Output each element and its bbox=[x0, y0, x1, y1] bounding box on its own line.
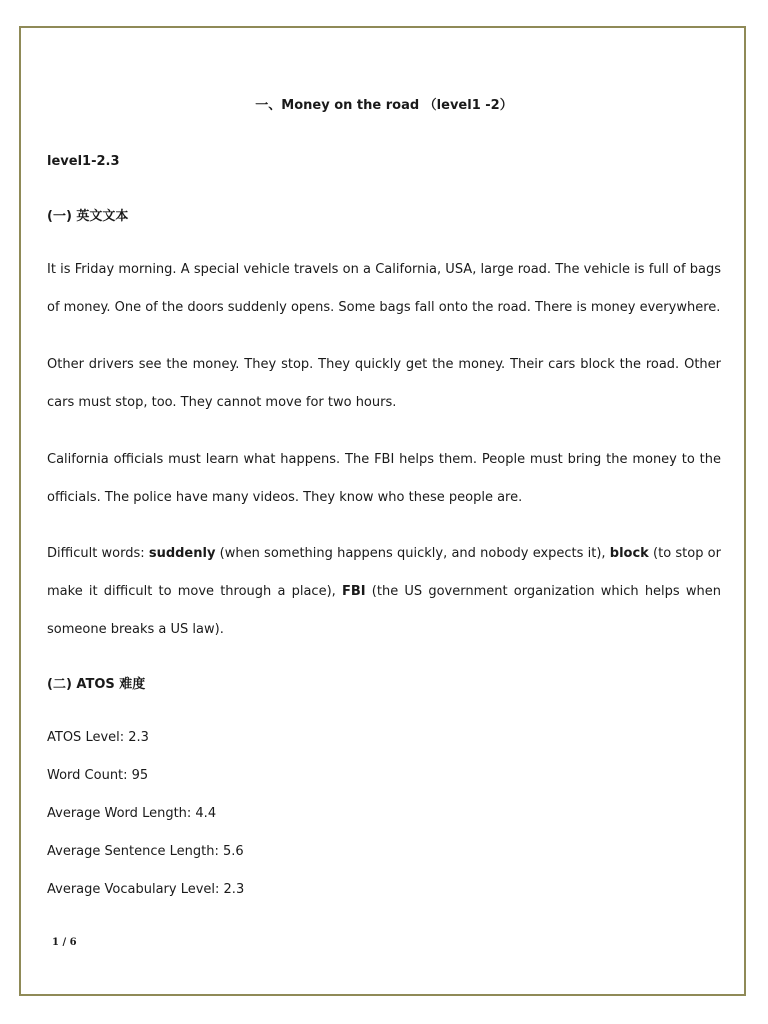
paragraph-1: It is Friday morning. A special vehicle travels on a California, USA, large road. The vehicle is full of bags of money. One of the doors suddenly opens. Some bags fall onto the road. There is money everywhere. bbox=[47, 262, 721, 315]
stat-atos-level: ATOS Level: 2.3 bbox=[47, 730, 149, 745]
difficult-words-paragraph bbox=[47, 535, 721, 649]
page-number: 1 / 6 bbox=[52, 937, 77, 948]
keyword-block: block bbox=[609, 546, 649, 561]
definition-suddenly: (when something happens quickly, and nobody expects it), bbox=[215, 546, 610, 561]
stat-avg-vocabulary-level: Average Vocabulary Level: 2.3 bbox=[47, 882, 245, 897]
difficult-words-intro: Difficult words: bbox=[47, 546, 149, 561]
stat-avg-word-length: Average Word Length: 4.4 bbox=[47, 806, 217, 821]
paragraph-2: Other drivers see the money. They stop. They quickly get the money. Their cars block the road. Other cars must stop, too. They cannot move for two hours. bbox=[47, 357, 721, 410]
document-title: 一、Money on the road （level1 -2） bbox=[255, 98, 513, 113]
level-heading: level1-2.3 bbox=[47, 154, 120, 169]
section-atos-heading: (二) ATOS 难度 bbox=[47, 677, 146, 692]
paragraph-3: California officials must learn what happens. The FBI helps them. People must bring the money to the officials. The police have many videos. They know who these people are. bbox=[47, 452, 721, 505]
definition-block: (to stop or make it difficult to move through a place), bbox=[47, 546, 721, 599]
definition-fbi: (the US government organization which helps when someone breaks a US law). bbox=[47, 584, 721, 637]
stat-word-count: Word Count: 95 bbox=[47, 768, 149, 783]
keyword-suddenly: suddenly bbox=[148, 546, 216, 561]
section-english-text-heading: (一) 英文文本 bbox=[47, 209, 129, 224]
keyword-fbi: FBI bbox=[341, 584, 366, 599]
stat-avg-sentence-length: Average Sentence Length: 5.6 bbox=[47, 844, 244, 859]
